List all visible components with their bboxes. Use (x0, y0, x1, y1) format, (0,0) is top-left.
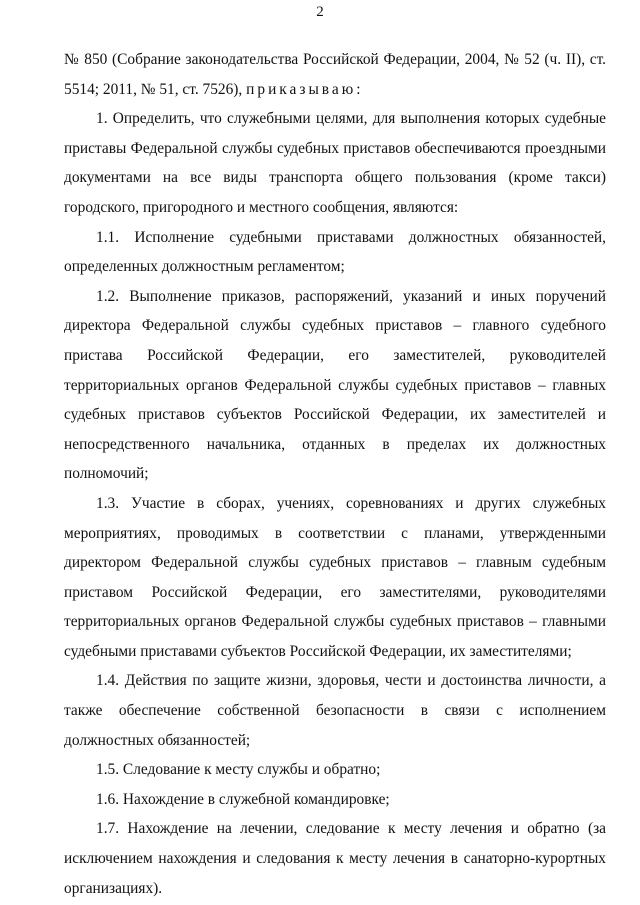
paragraph-1-6: 1.6. Нахождение в служебной командировке; (96, 790, 390, 808)
paragraph-1-3: 1.3. Участие в сборах, учениях, соревнованиях и других служебных мероприятиях, проводимых в соответствии с планами, утвержденными директором Федеральной службы судебных приставов – главным судебным приставом Российской Федерации, его заместителями, руководителями территориальных органов Федеральной службы судебных приставов – главными судебными приставами субъектов Российской Федерации, их заместителями; (64, 494, 606, 660)
order-word: приказываю (246, 80, 357, 98)
paragraph-1: 1. Определить, что служебными целями, для выполнения которых судебные приставы Федеральной службы судебных приставов обеспечиваются проездными документами на все виды транспорта общего пользования (кроме такси) городского, пригородного и местного сообщения, являются: (64, 110, 606, 216)
page-number: 2 (316, 4, 324, 20)
paragraph-1-7: 1.7. Нахождение на лечении, следование к месту лечения и обратно (за исключением нахождения и следования к месту лечения в санаторно-курортных организациях). (64, 820, 606, 897)
paragraph-1-5: 1.5. Следование к месту службы и обратно; (96, 761, 381, 779)
paragraph-1-4: 1.4. Действия по защите жизни, здоровья, чести и достоинства личности, а также обеспечение собственной безопасности в связи с исполнением должностных обязанностей; (64, 672, 606, 749)
paragraph-1-1: 1.1. Исполнение судебными приставами должностных обязанностей, определенных должностным регламентом; (64, 228, 606, 276)
document-body (64, 45, 606, 903)
intro-paragraph (64, 45, 606, 104)
order-suffix: : (356, 80, 361, 98)
intro-text: № 850 (Собрание законодательства Российской Федерации, 2004, № 52 (ч. II), ст. 5514; 2011, № 51, ст. 7526), (64, 51, 606, 98)
paragraph-1-2: 1.2. Выполнение приказов, распоряжений, указаний и иных поручений директора Федеральной службы судебных приставов – главного судебного пристава Российской Федерации, его заместителей, руководителей территориальных органов Федеральной службы судебных приставов – главных судебных приставов субъектов Российской Федерации, их заместителей и непосредственного начальника, отданных в пределах их должностных полномочий; (64, 287, 606, 483)
